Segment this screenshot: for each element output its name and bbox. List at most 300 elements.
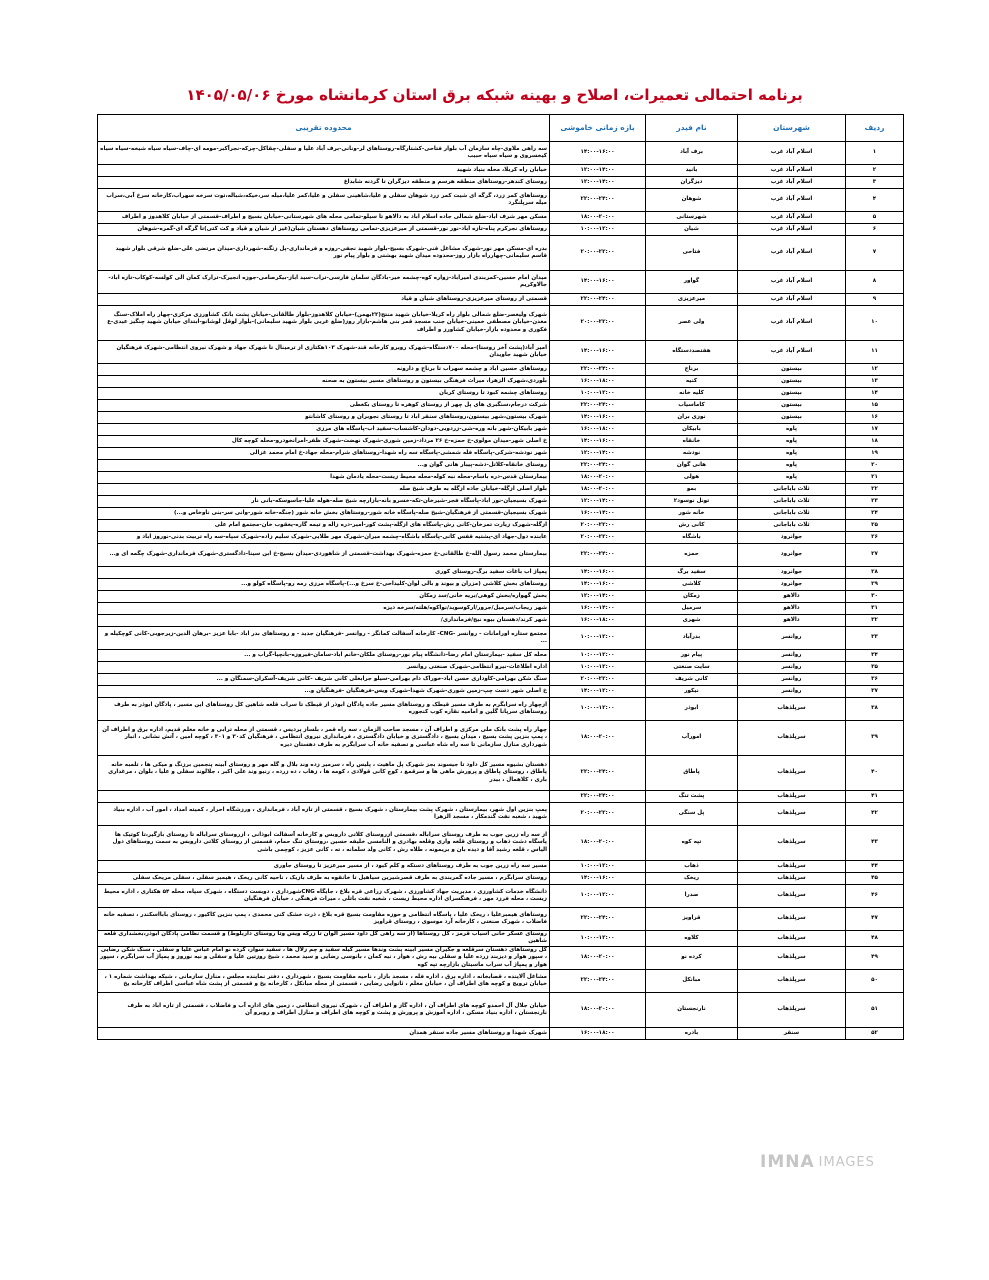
cell-row-number: ۱۳ [846, 376, 904, 388]
cell-county: اسلام آباد غرب [738, 224, 846, 236]
cell-county: اسلام آباد غرب [738, 165, 846, 177]
cell-area: خیابان جلال آل احمدو کوچه های اطراف آن ، اداره گاز و اطراف آن ، شهرک نیروی انتظامی ، زمین های اداره آب و فاضلاب ، قسمتی از تازه اباد به طرف نارنجستان ، اداره بنیاد مسکن ، اداره آموزش و پرورش و پشت و کوچه های اطراف و منازل اطراف و روبرو آن [98, 993, 550, 1028]
cell-row-number: ۲۲ [846, 484, 904, 496]
cell-feeder: بابیکان [646, 424, 738, 436]
cell-county: دالاهو [738, 615, 846, 627]
cell-feeder: گواور [646, 271, 738, 294]
cell-outage-time: ۱۴:۰۰-۱۶:۰۰ [550, 579, 646, 591]
table-row [98, 544, 904, 567]
table-row [98, 931, 904, 947]
cell-row-number: ۸ [846, 271, 904, 294]
cell-area: بیمارستان محمد رسول الله-خ طالقانی-خ حمزه-شهرک بهداشت-قسمتی از شاهوردی-میدان بسیج-خ ابن سینا-دادگستری-شهرک فرمانداری-شهرک چگمه ای و... [98, 544, 550, 567]
cell-outage-time: ۱۸:۰۰-۲۰:۰۰ [550, 826, 646, 861]
cell-county: سرپلذهاب [738, 826, 846, 861]
cell-outage-time: ۲۰:۰۰-۲۲:۰۰ [550, 520, 646, 532]
cell-row-number: ۳۲ [846, 615, 904, 627]
cell-outage-time: ۱۰:۰۰-۱۲:۰۰ [550, 224, 646, 236]
cell-county: سرپلذهاب [738, 970, 846, 993]
table-row [98, 698, 904, 721]
cell-outage-time: ۲۰:۰۰-۲۲:۰۰ [550, 674, 646, 686]
cell-county: ثلاث باباجانی [738, 508, 846, 520]
table-row [98, 412, 904, 424]
cell-outage-time: ۲۲:۰۰-۲۴:۰۰ [550, 189, 646, 212]
table-row [98, 603, 904, 615]
table-row [98, 306, 904, 341]
table-row [98, 236, 904, 271]
cell-outage-time: ۲۲:۰۰-۲۴:۰۰ [550, 544, 646, 567]
cell-area: بلوردی،شهرک الزهرا، میراث فرهنگی بیستون و روستاهای مسیر بیستون به صحنه [98, 376, 550, 388]
cell-county: سرپلذهاب [738, 908, 846, 931]
cell-outage-time: ۱۰:۰۰-۱۲:۰۰ [550, 388, 646, 400]
cell-area: شهر کرند/دهستان بیوه نیج/فرمانداری/ [98, 615, 550, 627]
table-row [98, 885, 904, 908]
cell-row-number: ۴۰ [846, 756, 904, 791]
cell-area: امیر آباد(پشت آخر روستا)-محله ۷۰۰دستگاه-شهرک روبرو کارخانه قند-شهرک ۱۰۳هکتاری از ترمینال تا شهرک جهاد و شهرک نیروی انتظامی-شهرک فرهنگیان خیابان شهید جاویدان [98, 341, 550, 364]
cell-feeder: نودشه [646, 448, 738, 460]
table-row [98, 591, 904, 603]
cell-area: شهرک بسیجیان-نور اباد-پاسگاه فجر-شیرخان-تکه-خسرو بانه-بازارچه شیخ صله-هوله علیا-جاسوسکه-بانی نار [98, 496, 550, 508]
table-row [98, 189, 904, 212]
cell-county: جوانرود [738, 532, 846, 544]
cell-county: روانسر [738, 650, 846, 662]
cell-row-number: ۱۲ [846, 364, 904, 376]
cell-row-number: ۴۳ [846, 826, 904, 861]
cell-feeder: سفید برگ [646, 567, 738, 579]
cell-area: اداره اطلاعات-نیرو انتظامی-شهرک صنعتی روانسر [98, 662, 550, 674]
cell-feeder: دیزگران [646, 177, 738, 189]
cell-row-number: ۳۱ [846, 603, 904, 615]
imna-watermark [760, 1150, 890, 1174]
table-row [98, 861, 904, 873]
cell-feeder: کلاشی [646, 579, 738, 591]
cell-county: اسلام آباد غرب [738, 306, 846, 341]
cell-feeder: کنیه [646, 376, 738, 388]
table-row [98, 579, 904, 591]
cell-outage-time: ۱۶:۰۰-۱۴:۰۰ [550, 508, 646, 520]
cell-county: اسلام آباد غرب [738, 294, 846, 306]
cell-county: اسلام آباد غرب [738, 341, 846, 364]
cell-row-number: ۴۴ [846, 861, 904, 873]
cell-county: سرپلذهاب [738, 931, 846, 947]
table-row [98, 686, 904, 698]
cell-county: اسلام آباد غرب [738, 212, 846, 224]
cell-row-number: ۴۹ [846, 946, 904, 969]
cell-feeder: مبانکل [646, 970, 738, 993]
cell-area: ازچهار راه سرابگرم به طرف مسیر قیطک و روستاهای مسیر جاده پادگان ابوذر از قیطک تا سراب قلعه شاهین کل روستاهای این مسیر ، پادگان ابوذر به طرف روستاهای سرپانا گلین و امامیه نقاره کوب کنجوره [98, 698, 550, 721]
cell-feeder: کاماسیاب [646, 400, 738, 412]
cell-row-number: ۳۸ [846, 698, 904, 721]
cell-outage-time: ۲۰:۰۰-۲۲:۰۰ [550, 306, 646, 341]
cell-county: دالاهو [738, 591, 846, 603]
cell-county: سرپلذهاب [738, 791, 846, 803]
cell-row-number: ۳۹ [846, 721, 904, 756]
table-header-row [98, 115, 904, 142]
cell-outage-time: ۱۶:۰۰-۱۸:۰۰ [550, 1028, 646, 1040]
cell-row-number: ۱۴ [846, 388, 904, 400]
cell-row-number: ۲۱ [846, 472, 904, 484]
cell-county: سنقر [738, 1028, 846, 1040]
cell-county: اسلام آباد غرب [738, 142, 846, 165]
table-row [98, 615, 904, 627]
cell-county: پاوه [738, 424, 846, 436]
cell-feeder: ابوذر [646, 698, 738, 721]
table-row [98, 970, 904, 993]
cell-area: کل روستاهای دهستان سرقلعه و جگیران مسیر آبینه پشت وندها مسیر کیله سفید و چم زلال ها ، سفید سوار، گرده نو آمام عباس علیا و سفلی ، سنگ شکن رضایی ، سپور هوار و دیزبند زرده علیا و سفلی بیه رش ، هوار ، نیه کمان ، بانوسی رضایی و سید محمد ، شیخ روزتین علیا و سفلی و نیه نوروز و پمپاژ آب سرابگرم ، سپور هوار و پمپاژ آب سراب ماسیتان بازارچه تپه کوه [98, 946, 550, 969]
cell-area: خ اصلی شهر دست چپ-زمین شوری-شهرک شهدا-شهرک ویس-فرهنگیان -فرهنگیان و... [98, 686, 550, 698]
cell-feeder: ولی عصر [646, 306, 738, 341]
cell-county: روانسر [738, 686, 846, 698]
cell-area: عابنده دول-جهاد ای-پشتیه قفس کانی-پاسگاه باشگاه-چشمه میران-شهرک مهر طلایی-شهرک سلیم زاده-شهرک سپاه-سه راه تربیت بدنی-نوروز اباد و [98, 532, 550, 544]
cell-row-number: ۳ [846, 177, 904, 189]
cell-feeder: فتاحی [646, 236, 738, 271]
cell-area: روستاهای نجرکرم پناه-تازه اباد-نور نور-قسمتی از میرعزیزی-تمامی روستاهای دهستان شیان(غیر از شیان و قیاد و کت کتی)تا گرگه ای-گمره-شوهان [98, 224, 550, 236]
cell-county: بیستون [738, 388, 846, 400]
cell-outage-time: ۱۶:۰۰-۱۸:۰۰ [550, 424, 646, 436]
table-row [98, 142, 904, 165]
cell-feeder: ذهاب [646, 861, 738, 873]
cell-outage-time: ۱۰:۰۰-۱۲:۰۰ [550, 650, 646, 662]
cell-row-number: ۲ [846, 165, 904, 177]
cell-feeder: پاطاق [646, 756, 738, 791]
cell-area: شهرک بسیجیان-قسمتی از فرهنگیان-شیخ صله-پاسگاه خانه شور-روستاهای بخش خانه شور (جنگه-خانه شور-وانی سر-بنی ناوخاص و...) [98, 508, 550, 520]
cell-row-number: ۱۰ [846, 306, 904, 341]
cell-county: سرپلذهاب [738, 756, 846, 791]
table-row [98, 484, 904, 496]
cell-row-number: ۴۶ [846, 885, 904, 908]
cell-county: بیستون [738, 376, 846, 388]
cell-feeder: بدرآباد [646, 627, 738, 650]
cell-feeder: برناج [646, 364, 738, 376]
cell-outage-time: ۱۰:۰۰-۱۲:۰۰ [550, 627, 646, 650]
table-row [98, 271, 904, 294]
cell-outage-time: ۲۰:۰۰-۲۲:۰۰ [550, 803, 646, 826]
cell-outage-time: ۱۸:۰۰-۲۰:۰۰ [550, 993, 646, 1028]
cell-row-number: ۴ [846, 189, 904, 212]
cell-row-number: ۳۳ [846, 627, 904, 650]
cell-row-number: ۳۴ [846, 650, 904, 662]
table-row [98, 756, 904, 791]
cell-feeder: شیان [646, 224, 738, 236]
cell-row-number: ۲۴ [846, 508, 904, 520]
cell-feeder: شهری [646, 615, 738, 627]
cell-county: جوانرود [738, 544, 846, 567]
cell-county: سرپلذهاب [738, 721, 846, 756]
table-row [98, 177, 904, 189]
cell-outage-time: ۱۸:۰۰-۲۰:۰۰ [550, 721, 646, 756]
cell-county: اسلام آباد غرب [738, 271, 846, 294]
cell-outage-time: ۱۰:۰۰-۱۲:۰۰ [550, 698, 646, 721]
cell-area: خ اصلی شهر-میدان مولوی-خ حمزه-خ ۲۶ مرداد-زمین شوری-شهرک نهضت-شهرک ظفر-امرانخودرو-محله کوچه کال [98, 436, 550, 448]
cell-area: شهر بابیکان-شهر بانه وره-شی-زردوبی-دودان-کاشساب-سفید اب-پاسگاه های مرزی [98, 424, 550, 436]
cell-outage-time: ۱۴:۰۰-۱۶:۰۰ [550, 271, 646, 294]
table-row [98, 460, 904, 472]
cell-row-number: ۷ [846, 236, 904, 271]
cell-feeder: بمو [646, 484, 738, 496]
cell-row-number: ۴۷ [846, 908, 904, 931]
cell-outage-time: ۱۰:۰۰-۱۲:۰۰ [550, 931, 646, 947]
table-row [98, 508, 904, 520]
cell-feeder: حمزه [646, 544, 738, 567]
cell-feeder: تپه کوه [646, 826, 738, 861]
cell-row-number: ۶ [846, 224, 904, 236]
cell-feeder: بادره [646, 1028, 738, 1040]
document-title: برنامه احتمالی تعمیرات، اصلاح و بهینه شبکه برق استان کرمانشاه مورخ ۱۴۰۵/۰۵/۰۶ [186, 86, 803, 104]
cell-feeder: نوزی بران [646, 412, 738, 424]
cell-feeder: پل سنگی [646, 803, 738, 826]
cell-feeder: تونل نوسود۲ [646, 496, 738, 508]
cell-area: سه راهی ملاوی-چاه سازمان آب بلوار فتاحی-کشتارگاه-روستاهای لر-ونانی-برف آباد علیا و سفلی-چقاکل-چرکه-نجرآکبر-مومه ای-چاف-سیاه سیاه شیخه-سیاه سیاه کیخسروی و سیاه سیاه حبیب [98, 142, 550, 165]
table-row [98, 165, 904, 177]
cell-outage-time: ۱۴:۰۰-۱۶:۰۰ [550, 412, 646, 424]
cell-outage-time: ۱۴:۰۰-۱۲:۰۰ [550, 686, 646, 698]
cell-county: بیستون [738, 364, 846, 376]
cell-row-number: ۴۱ [846, 791, 904, 803]
cell-county: بیستون [738, 400, 846, 412]
cell-outage-time: ۱۸:۰۰-۲۰:۰۰ [550, 472, 646, 484]
table-row [98, 364, 904, 376]
table-row [98, 436, 904, 448]
cell-row-number: ۵۲ [846, 1028, 904, 1040]
cell-feeder: بانید [646, 165, 738, 177]
table-row [98, 662, 904, 674]
cell-outage-time: ۱۲:۰۰-۱۴:۰۰ [550, 496, 646, 508]
cell-area: شهرک بیستون،شهر بیستون،روستاهای سنقر اباد تا روستای نجوبران و روستای کاشانتو [98, 412, 550, 424]
cell-outage-time: ۲۲:۰۰-۲۴:۰۰ [550, 460, 646, 472]
table-row [98, 650, 904, 662]
cell-area: شهر ریجاب/سرمیل/جرور/ارکوسوید/نواکوه/هلته/سرخه دیزه [98, 603, 550, 615]
cell-area: روستاهای هیمبرعلیا ، ریخک علیا ، پاسگاه انتظامی و حوزه مقاومت بسیج قره بلاغ ، ذرت خشک کنی محمدی ، پمپ بنزین کاکیور ، روستای بابااسکندر ، تصفیه خانه فاضلاب ، شهرک صنعتی ، کارخانه آرد موسوی ، روستای قراویز [98, 908, 550, 931]
cell-feeder: کانی رش [646, 520, 738, 532]
cell-county: ثلاث باباجانی [738, 484, 846, 496]
cell-county: سرپلذهاب [738, 803, 846, 826]
cell-county: روانسر [738, 627, 846, 650]
table-row [98, 791, 904, 803]
cell-feeder: خانقاه [646, 436, 738, 448]
cell-outage-time: ۱۸:۰۰-۲۰:۰۰ [550, 946, 646, 969]
cell-county: جوانرود [738, 567, 846, 579]
cell-feeder: برف آباد [646, 142, 738, 165]
cell-row-number: ۳۵ [846, 662, 904, 674]
cell-outage-time: ۲۲:۰۰-۲۴:۰۰ [550, 400, 646, 412]
table-row [98, 400, 904, 412]
cell-row-number: ۲۰ [846, 460, 904, 472]
cell-feeder: نارنجستان [646, 993, 738, 1028]
cell-feeder: صدرا [646, 885, 738, 908]
cell-row-number: ۲۶ [846, 532, 904, 544]
cell-county: روانسر [738, 674, 846, 686]
cell-county: اسلام آباد غرب [738, 236, 846, 271]
cell-outage-time: ۱۸:۰۰-۲۰:۰۰ [550, 212, 646, 224]
cell-outage-time: ۱۴:۰۰-۱۶:۰۰ [550, 142, 646, 165]
header-feeder: نام فیدر [646, 115, 738, 142]
cell-area: شهر نودشه-شرکی-پاسگاه فله شمشی-پاسگاه سه راه شهدا-روستاهای شرام-محله جهاد-خ امام محمد غزالی [98, 448, 550, 460]
table-row [98, 224, 904, 236]
cell-outage-time: ۱۰:۰۰-۱۲:۰۰ [550, 662, 646, 674]
cell-county: سرپلذهاب [738, 861, 846, 873]
header-outage-time: بازه زمانی خاموشی [550, 115, 646, 142]
cell-outage-time: ۱۲:۰۰-۱۴:۰۰ [550, 177, 646, 189]
header-area: محدوده تقریبی [98, 115, 550, 142]
cell-county: سرپلذهاب [738, 698, 846, 721]
cell-outage-time: ۲۲:۰۰-۲۴:۰۰ [550, 756, 646, 791]
cell-area: پمپاژ اب باغات سفید برگ-روستای کوری [98, 567, 550, 579]
cell-outage-time: ۲۰:۰۰-۲۲:۰۰ [550, 532, 646, 544]
table-row [98, 294, 904, 306]
cell-row-number: ۴۸ [846, 931, 904, 947]
cell-county: پاوه [738, 436, 846, 448]
cell-county: بیستون [738, 412, 846, 424]
cell-county: سرپلذهاب [738, 946, 846, 969]
cell-county: دالاهو [738, 603, 846, 615]
cell-row-number: ۳۶ [846, 674, 904, 686]
cell-row-number: ۳۰ [846, 591, 904, 603]
table-row [98, 424, 904, 436]
table-row [98, 674, 904, 686]
cell-area: روستاهای کمر زرد، گرگه ای شیت کمر زرد شوهان سفلی و علیا،شاهینی سفلی و علیا،کمر علیا،میله سر،خیکه،شباله،توت سرخه سهراب،کارخانه سرخ آبی،سراب میله سرپلنگرد [98, 189, 550, 212]
cell-feeder: سایت صنعتی [646, 662, 738, 674]
cell-row-number: ۱۷ [846, 424, 904, 436]
table-row [98, 873, 904, 885]
cell-area: مشاغل آلاینده ، قصابخانه ، اداره برق ، اداره فله ، مسجد بازار ، ناحیه مقاومت بسیج ، شهرداری ، دفتر نماینده مجلس ، منازل سازمانی ، شبکه بهداشت شماره ۱ ، خیابان ترویج و کوچه های اطراف آن ، خیابان معلم ، ثانوایی رضایی ، قسمتی از محله مبانکل ، کارخانه یخ و قسمتی از پشت شاه عباسی اطراف کارخانه یخ [98, 970, 550, 993]
cell-county: پاوه [738, 448, 846, 460]
cell-outage-time: ۱۲:۰۰-۱۴:۰۰ [550, 448, 646, 460]
cell-outage-time: ۱۶:۰۰-۱۸:۰۰ [550, 376, 646, 388]
cell-row-number: ۱۱ [846, 341, 904, 364]
cell-feeder: زمکان [646, 591, 738, 603]
cell-row-number: ۲۵ [846, 520, 904, 532]
cell-area: پمپ بنزین اول شهر، بیمارستان ، شهرک پشت بیمارستان ، شهرک بسیج ، قسمتی از تازه آباد ، فرمانداری ، ورزشگاه احرار ، کمیته امداد ، امور آب ، اداره بنیاد شهید ، شعبه نفت گندمکار ، مسجد الزهرا [98, 803, 550, 826]
cell-row-number: ۲۷ [846, 544, 904, 567]
header-county: شهرستان [738, 115, 846, 142]
cell-outage-time: ۱۴:۰۰-۱۶:۰۰ [550, 341, 646, 364]
cell-feeder: کرده نو [646, 946, 738, 969]
cell-feeder: هفتصددستگاه [646, 341, 738, 364]
cell-area: شهرک ولیعصر-ضلع شمالی بلوار راه کربلا-خیابان شهید منتج(۲۲بهمن)-خیابان کلاهدوز-بلوار طالقانی-خیابان پشت بانک کشاورزی مرکزی-چهار راه املاک-سنگ معدن-خیابان مصطفی خمینی-خیابان جنب مسجد قمر بنی هاشم-بازار روز(ضلع غربی بلوار شهید سلیمانی)-بلوار لوقل لوشانو-ابتدای خیابان شهید چنگیز عیدی-ع فکوری و محدوده بازار-خیابان کشاورز و اطراف [98, 306, 550, 341]
cell-feeder: کلیه خانه [646, 388, 738, 400]
cell-area: دانشگاه خدمات کشاورزی ، مدیریت جهاد کشاورزی ، شهرک زراعی قره بلاغ ، جایگاه CNGشهرداری ، دوبست دستگاه ، شهرک سپاه، محله ۵۴ هکتاری ، اداره محیط زیست ، محله فرزد مهر ، فرهنگسرای اداره محیط زیست ، شعبه نفت باتلی ، میراث فرهنگی ، خیابان فرهنگیان [98, 885, 550, 908]
cell-outage-time: ۱۲:۰۰-۱۴:۰۰ [550, 165, 646, 177]
cell-area: میدان امام حسین-کمربندی امیراباد-زواره کوه-چشمه خیر-بادگان سلمان فارسی-تراب-سید اباز-بیکرصامی-جوزه انجیرک-ترارک کمان الی کولسه-کوکاب-تازه اباد-جالاوکریم [98, 271, 550, 294]
cell-row-number: ۹ [846, 294, 904, 306]
table-row [98, 496, 904, 508]
cell-feeder: باشگاه [646, 532, 738, 544]
table-row [98, 376, 904, 388]
cell-row-number: ۵ [846, 212, 904, 224]
header-row-number: ردیف [846, 115, 904, 142]
cell-area: محله کل سفید -بیمارستان امام رضا-دانشگاه پیام نور-روستای ملکان-خانم اباد-سامان-فیروزه-بانچیا-گراب و ... [98, 650, 550, 662]
cell-row-number: ۴۵ [846, 873, 904, 885]
cell-feeder: کانی شریف [646, 674, 738, 686]
table-row [98, 472, 904, 484]
cell-feeder: نیکور [646, 686, 738, 698]
table-body [98, 142, 904, 1040]
cell-outage-time: ۱۴:۰۰-۱۶:۰۰ [550, 436, 646, 448]
cell-area: شهرک شهدا و روستاهای مسیر جاده سنقر همدان [98, 1028, 550, 1040]
cell-county: جوانرود [738, 579, 846, 591]
cell-outage-time: ۱۰:۰۰-۱۲:۰۰ [550, 885, 646, 908]
cell-area: روستاهای بخش کلاشی (مزران و بیوند و بالی لوان-کلیداحی-خ سرخ و...)-پاسگاه مرزی رمه رو-پاسگاه کولو و... [98, 579, 550, 591]
cell-area: قسمتی از روستای میرعزیزی-روستاهای شیان و قیاد [98, 294, 550, 306]
cell-area: سنگ شکن بهرامی-کاوداری حسن اباد-خوراک دام بهرامی-سیلو جرابعلی کانی شریف -کانی شریف-آسکران-سمنگان و ... [98, 674, 550, 686]
cell-outage-time: ۲۲:۰۰-۲۴:۰۰ [550, 364, 646, 376]
table-row [98, 826, 904, 861]
cell-feeder: میرعزیزی [646, 294, 738, 306]
cell-feeder: خانه شور [646, 508, 738, 520]
cell-outage-time: ۱۶:۰۰-۱۴:۰۰ [550, 603, 646, 615]
cell-outage-time: ۲۲:۰۰-۲۴:۰۰ [550, 294, 646, 306]
cell-feeder: قراویز [646, 908, 738, 931]
cell-feeder: شهرستانی [646, 212, 738, 224]
cell-feeder: پیام نور [646, 650, 738, 662]
cell-feeder: پشت تنگ [646, 791, 738, 803]
cell-area: چهار راه پشت بانک ملی مرکزی و اطراف آن ، مسجد صاحب الزمان ، سه راه قمر ، بلساز پردیس ، قسمتی از محله ترابی و خانه معلم قدیم، اداره برق و اطراف آن ، پمپ بنزین پشت بسیج ، میدان بسیج ، دادگستری و خیابان دادگستری ، فرمانداری نیروی انتظامی ، فرهنگیان کد۳۰ و ۳۰۱ ، کوچه امین ، آتش نشانی ، انبار شهرداری منازل سازمانی تا سه راه شاه عباسی و تصفیه خانه آب سرابگرم به طرف دهستان دیره [98, 721, 550, 756]
table-row [98, 388, 904, 400]
cell-area: روستای عسکر خانی آسیاب قرمز ، کل روستاها (از سه راهی کل داود مسیر الوان تا زرکه ویس وتا روستای داربلوط) و قسمت نظامی پادگان ابوذر،بخشداری قلعه شاهین [98, 931, 550, 947]
cell-county: پاوه [738, 460, 846, 472]
watermark-brand: IMNA [760, 1152, 815, 1172]
table-row [98, 567, 904, 579]
cell-row-number: ۱۵ [846, 400, 904, 412]
cell-row-number: ۴۲ [846, 803, 904, 826]
cell-county: ثلاث باباجانی [738, 520, 846, 532]
table-row [98, 721, 904, 756]
cell-outage-time: ۲۲:۰۰-۲۴:۰۰ [550, 908, 646, 931]
cell-county: ثلاث باباجانی [738, 496, 846, 508]
cell-area: شرکت درجام،سنگبری های پل چهر از روستای کوهره تا روستای بکعطی [98, 400, 550, 412]
cell-county: روانسر [738, 662, 846, 674]
cell-area: روستاهای چشمه کبود تا روستای کربان [98, 388, 550, 400]
cell-feeder: سرمیل [646, 603, 738, 615]
cell-outage-time: ۲۲:۰۰-۲۴:۰۰ [550, 791, 646, 803]
cell-feeder: شوهان [646, 189, 738, 212]
watermark-suffix: IMAGES [818, 1154, 875, 1170]
cell-county: اسلام آباد غرب [738, 189, 846, 212]
cell-outage-time: ۱۴:۰۰-۱۶:۰۰ [550, 567, 646, 579]
cell-feeder: کلاوه [646, 931, 738, 947]
cell-area: مجتمع ستاره اورامانات - روانسر -CNG- کارخانه آسفالت کمانگر - روانسر -فرهنگیان جدید - و روستاهای بدر اباد -بابا عزیز -برهان الدین-زیرجوبی-کانی کوچکیله و ... [98, 627, 550, 650]
cell-feeder: هولی [646, 472, 738, 484]
table-row [98, 993, 904, 1028]
cell-row-number: ۱۹ [846, 448, 904, 460]
cell-feeder: امورآب [646, 721, 738, 756]
cell-area: بخش گهواره/بخش کوهی/بریه خانی/سد زمکان [98, 591, 550, 603]
cell-outage-time: ۲۲:۰۰-۲۴:۰۰ [550, 970, 646, 993]
table-row [98, 341, 904, 364]
table-row [98, 627, 904, 650]
cell-outage-time: ۱۶:۰۰-۱۸:۰۰ [550, 615, 646, 627]
cell-area: روستای کندهر-روستاهای منطقه هرسم و منطقه دیزگران تا گردنه شابداغ [98, 177, 550, 189]
cell-area: مسیر سه راه زرین جوب به طرف روستاهای دستکه و کلم کبود ، از مسیر میرعزیز تا روستای جاوری [98, 861, 550, 873]
cell-county: سرپلذهاب [738, 993, 846, 1028]
cell-feeder: هانی گوان [646, 460, 738, 472]
cell-county: سرپلذهاب [738, 873, 846, 885]
cell-outage-time: ۱۴:۰۰-۱۶:۰۰ [550, 873, 646, 885]
cell-row-number: ۱۶ [846, 412, 904, 424]
cell-outage-time: ۱۰:۰۰-۱۲:۰۰ [550, 861, 646, 873]
cell-area: مسکن مهر شرف اباد-ضلع شمالی جاده اسلام اباد به دالاهو تا سیلو-تمامی محله های شهرستانی-خیابان بسیج و اطراف-قسمتی از خیابان کلاهدوز و اطراف [98, 212, 550, 224]
cell-county: سرپلذهاب [738, 885, 846, 908]
cell-area: بلوار اصلی ازگله-خیابان جاده ازگله به طرف شیخ صله [98, 484, 550, 496]
table-row [98, 803, 904, 826]
cell-outage-time: ۱۸:۰۰-۲۰:۰۰ [550, 484, 646, 496]
cell-row-number: ۱ [846, 142, 904, 165]
cell-row-number: ۲۸ [846, 567, 904, 579]
cell-area: بدره ای-مسکن مهر نور-شهرک مشاغل قنی-شهرک بسیج-بلوار شهید نجفی-روزه و فرمانداری-پل زنگنه-شهرداری-میدان مرتضی علی-ضلع شرقی بلوار شهید قاسم سلیمانی-چهارراه بازار روز-محدوده میدان شهید بهشتی و بلوار پیام نور [98, 236, 550, 271]
cell-area: ازگله-شهرک زیارت تمرخان-کانی رش-پاسگاه های ازگله-پشت کور-امیر-دره زاله و تیمه گاره-یعقوب خان-مجتمع امام علی [98, 520, 550, 532]
cell-feeder: ریخک [646, 873, 738, 885]
table-row [98, 212, 904, 224]
cell-area: خیابان راه کربلا، محله بنیاد شهید [98, 165, 550, 177]
